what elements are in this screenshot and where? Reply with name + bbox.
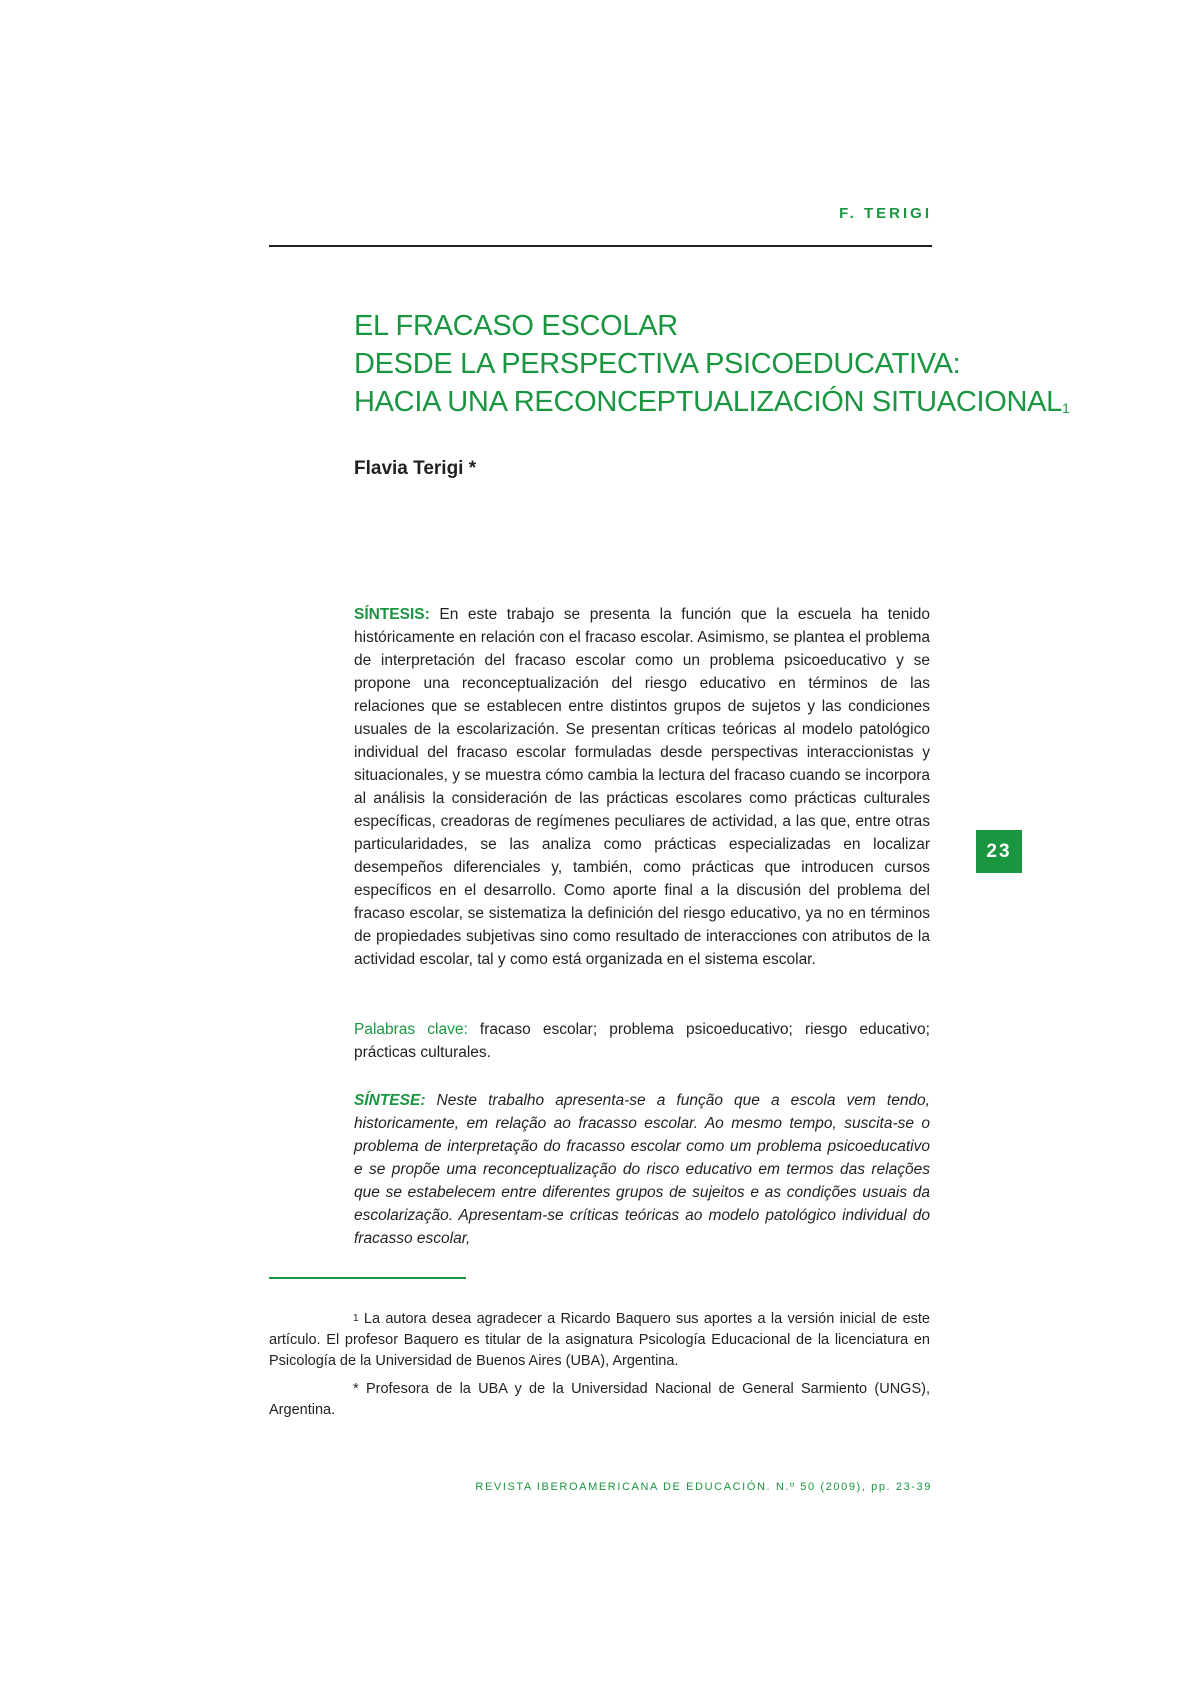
article-title [354, 307, 1070, 421]
footnote-1-text: La autora desea agradecer a Ricardo Baquero sus aportes a la versión inicial de este artículo. El profesor Baquero es titular de la asignatura Psicología Educacional de la licenciatura en Psicología de la Universidad de Buenos Aires (UBA), Argentina. [269, 1311, 930, 1369]
author-name: Flavia Terigi * [354, 458, 477, 479]
keywords [354, 1018, 930, 1064]
title-line-1: EL FRACASO ESCOLAR [354, 310, 678, 342]
keywords-label: Palabras clave: [354, 1021, 468, 1038]
abstract-pt-text: Neste trabalho apresenta-se a função que a escola vem tendo, historicamente, em relação ao fracasso escolar. Ao mesmo tempo, suscita-se o problema de interpretação do fracasso escolar como um problema psicoeducativo e se propõe uma reconceptualização do risco educativo em termos das relações que se estabelecem entre diferentes grupos de sujeitos e as condições usuais da escolarização. Apresentam-se críticas teóricas ao modelo patológico individual do fracasso escolar, [354, 1092, 930, 1247]
footnote-author-mark: * [353, 1381, 359, 1397]
page-number-tab: 23 [976, 830, 1022, 873]
title-line-2: DESDE LA PERSPECTIVA PSICOEDUCATIVA: [354, 348, 961, 380]
footnote-author-text: Profesora de la UBA y de la Universidad Nacional de General Sarmiento (UNGS), Argentina. [269, 1381, 930, 1418]
footnote-1-mark: 1 [353, 1313, 359, 1324]
header-divider [269, 245, 932, 247]
footnote-divider [269, 1277, 466, 1279]
abstract-spanish [354, 603, 930, 971]
footnote-author [269, 1379, 930, 1421]
title-footnote-ref[interactable]: 1 [1062, 400, 1070, 416]
keywords-text: fracaso escolar; problema psicoeducativo; riesgo educativo; prácticas culturales. [354, 1021, 930, 1061]
abstract-portuguese [354, 1089, 930, 1250]
journal-citation-footer: REVISTA IBEROAMERICANA DE EDUCACIÓN. N.º 50 (2009), pp. 23-39 [475, 1481, 932, 1493]
running-head-author: F. TERIGI [839, 205, 932, 222]
footnotes [269, 1309, 930, 1428]
abstract-es-text: En este trabajo se presenta la función que la escuela ha tenido históricamente en relación con el fracaso escolar. Asimismo, se plantea el problema de interpretación del fracaso escolar como un problema psicoeducativo y se propone una reconceptualización del riesgo educativo en términos de las relaciones que se establecen entre distintos grupos de sujetos y las condiciones usuales de la escolarización. Se presentan críticas teóricas al modelo patológico individual del fracaso escolar formuladas desde perspectivas interaccionistas y situacionales, y se muestra cómo cambia la lectura del fracaso cuando se incorpora al análisis la consideración de las prácticas escolares como prácticas culturales específicas, creadoras de regímenes peculiares de actividad, a las que, entre otras particularidades, se las analiza como prácticas especializadas en localizar desempeños diferenciales y, también, como prácticas que introducen cursos específicos en el desarrollo. Como aporte final a la discusión del problema del fracaso escolar, se sistematiza la definición del riesgo educativo, ya no en términos de propiedades subjetivas sino como resultado de interacciones con atributos de la actividad escolar, tal y como está organizada en el sistema escolar. [354, 606, 930, 968]
abstract-pt-label: SÍNTESE: [354, 1092, 426, 1109]
footnote-1 [269, 1309, 930, 1372]
title-line-3-text: HACIA UNA RECONCEPTUALIZACIÓN SITUACIONAL [354, 386, 1062, 418]
abstract-es-label: SÍNTESIS: [354, 606, 430, 623]
title-line-3 [354, 383, 1070, 421]
